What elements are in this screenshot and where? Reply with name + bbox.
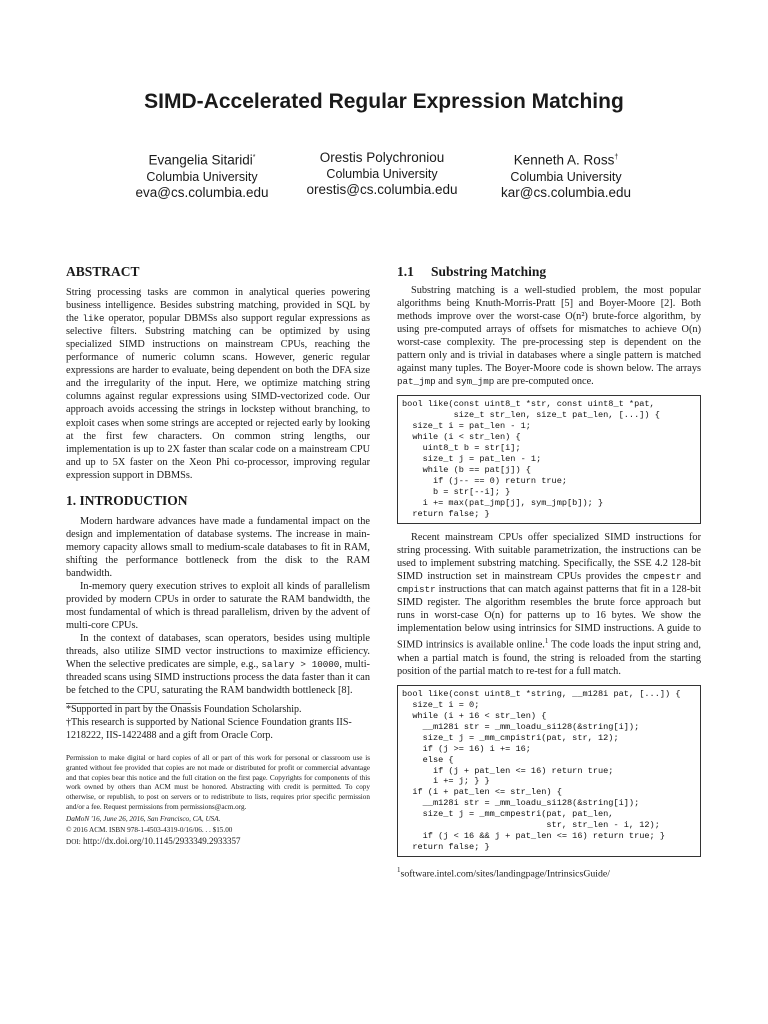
author-block-2 [282,150,482,198]
substring-paragraph: Substring matching is a well-studied problem, the most popular algorithms being Knuth-Morris-Pratt [5] and Boyer-Moore [2]. Both methods improve over the worst-case O(n²) brute-force algorithm, by using pre-computed arrays of offsets for mismatches to achieve O(n) worst-case complexity. The pre-processing step is dependent on the pattern only and is trivial in databases where a single pattern is matched against many tuples. The Boyer-Moore code is shown below. The arrays pat_jmp and sym_jmp are pre-computed once. [397,285,701,388]
venue-line: DaMoN '16, June 26, 2016, San Francisco, CA, USA. [66,815,221,824]
author-mark: * [252,154,256,161]
footnote-intrinsics-url[interactable]: $^1$software.intel.com/sites/landingpage/IntrinsicsGuide/ [397,866,610,880]
copyright-line: © 2016 ACM. ISBN 978-1-4503-4319-0/16/06. . . $15.00 [66,825,233,834]
author-affiliation: Columbia University [146,169,258,184]
author-email[interactable]: kar@cs.columbia.edu [500,184,631,200]
footnote-scholarship: *Supported in part by the Onassis Foundation Scholarship. [66,704,302,716]
abstract-heading: ABSTRACT [66,264,140,279]
abstract-text: String processing tasks are common in analytical queries powering business intelligence. Besides substring matching, provided in SQL by the like operator, popular DBMSs also support regular expressions as selective filters. Substring matching can be optimized by using specialized SIMD instructions on mainstream CPUs, reaching the performance of numeric column scans. However, generic regular expressions are harder to evaluate, being dependent on both the DFA size and the irregularity of the input. Here, we optimize matching string columns against regular expressions using SIMD-vectorized code. Our approach avoids accessing the strings in lockstep without branching, to exploit cases when some strings are accepted or rejected early by looking at the first few characters. On common string lengths, our implementation is up to 2X faster than scalar code on a mainstream CPU and up to 5X faster on the Xeon Phi co-processor, improving regular expression support in DBMSs. [66,287,370,481]
author-email[interactable]: eva@cs.columbia.edu [135,184,269,200]
doi-line: DOI: http://dx.doi.org/10.1145/2933349.2933357 [66,836,241,847]
author-email[interactable]: orestis@cs.columbia.edu [306,182,458,197]
paper-title: SIMD-Accelerated Regular Expression Matching [144,90,624,113]
permission-notice: Permission to make digital or hard copies of all or part of this work for personal or classroom use is granted without fee provided that copies are not made or distributed for profit or commercial advantage and that copies bear this notice and the full citation on the first page. Copyrights for components of this work owned by others than ACM must be honored. Abstracting with credit is permitted. To copy otherwise, or republish, to post on servers or to redistribute to lists, requires prior specific permission and/or a fee. Request permissions from permissions@acm.org. [66,754,370,811]
author-affiliation: Columbia University [326,167,438,181]
introduction-heading: 1. INTRODUCTION [66,492,188,508]
author-name: Kenneth A. Ross [513,152,615,168]
author-block-3 [466,150,666,201]
left-column [66,262,370,848]
author-name: Evangelia Sitaridi [148,152,253,168]
simd-paragraph: Recent mainstream CPUs offer specialized SIMD instructions for string processing. With suitable parametrization, the instructions can be used to implement substring matching. Specifically, the SSE 4.2 128-bit SIMD instruction set in mainstream CPUs provides the cmpestr and cmpistr instructions that can match against patterns that fit in a 128-bit SIMD register. The algorithm resembles the brute force approach but runs in worst-case O(n) for patterns up to 16 bytes. We show the implementation below using intrinsics for SIMD instructions. A guide to SIMD intrinsics is available online.$^1$ The code loads the input string and, when a partial match is found, the string is reloaded from the starting position of the partial match to re-test for a full match. [397,531,701,677]
subsection-heading: 1.1 Substring Matching [397,264,547,279]
intro-paragraph: In-memory query execution strives to exploit all kinds of parallelism provided by modern CPUs in order to saturate the RAM bandwidth, the most fundamental of which is thread parallelism, driven by the advent of multi-core CPUs. [66,581,370,632]
intro-paragraph: In the context of databases, scan operators, besides using multiple threads, also utilize SIMD vector instructions to maximize efficiency. When the selective predicates are simple, e.g., salary > 10000, multi-threaded scans using SIMD instructions process the data faster than it can be fetched to the CPU, saturating the RAM bandwidth bottleneck [8]. [66,633,370,697]
author-block-1 [102,150,302,201]
code-listing-simd: bool like(const uint8_t *string, __m128i pat, [...]) { size_t i = 0; while (i + 16 < str_len) { __m128i str = _mm_loadu_si128(&string[i]); size_t j = _mm_cmpistri(pat, str, 12); if (j >= 16) i += 16; else { if (j + pat_len <= 16) return true; i += j; } } if (i + pat_len <= str_len) { __m128i str = _mm_loadu_si128(&string[i]); size_t j = _mm_cmpestri(pat, pat_len, str, str_len - i, 12); if (j < 16 && j + pat_len <= 16) return true; } return false; } [397,685,701,857]
author-mark: † [614,154,619,161]
footnote-nsf: †This research is supported by National Science Foundation grants IIS-1218222, IIS-1422488 and a gift from Oracle Corp. [66,717,352,741]
doi-link[interactable]: http://dx.doi.org/10.1145/2933349.2933357 [83,836,241,847]
intro-paragraph: Modern hardware advances have made a fundamental impact on the design and implementation of database systems. The increase in main-memory capacity allows small to medium-scale databases to fit in RAM, shifting the performance bottleneck from the disk to the RAM bandwidth. [66,515,370,579]
code-listing-boyer-moore: bool like(const uint8_t *str, const uint8_t *pat, size_t str_len, size_t pat_len, [...]) { size_t i = pat_len - 1; while (i < str_len) { uint8_t b = str[i]; size_t j = pat_len - 1; while (b == pat[j]) { if (j-- == 0) return true; b = str[--i]; } i += max(pat_jmp[j], sym_jmp[b]); } return false; } [397,395,701,523]
author-affiliation: Columbia University [510,169,622,184]
right-column [397,262,701,880]
author-name: Orestis Polychroniou [319,150,445,165]
